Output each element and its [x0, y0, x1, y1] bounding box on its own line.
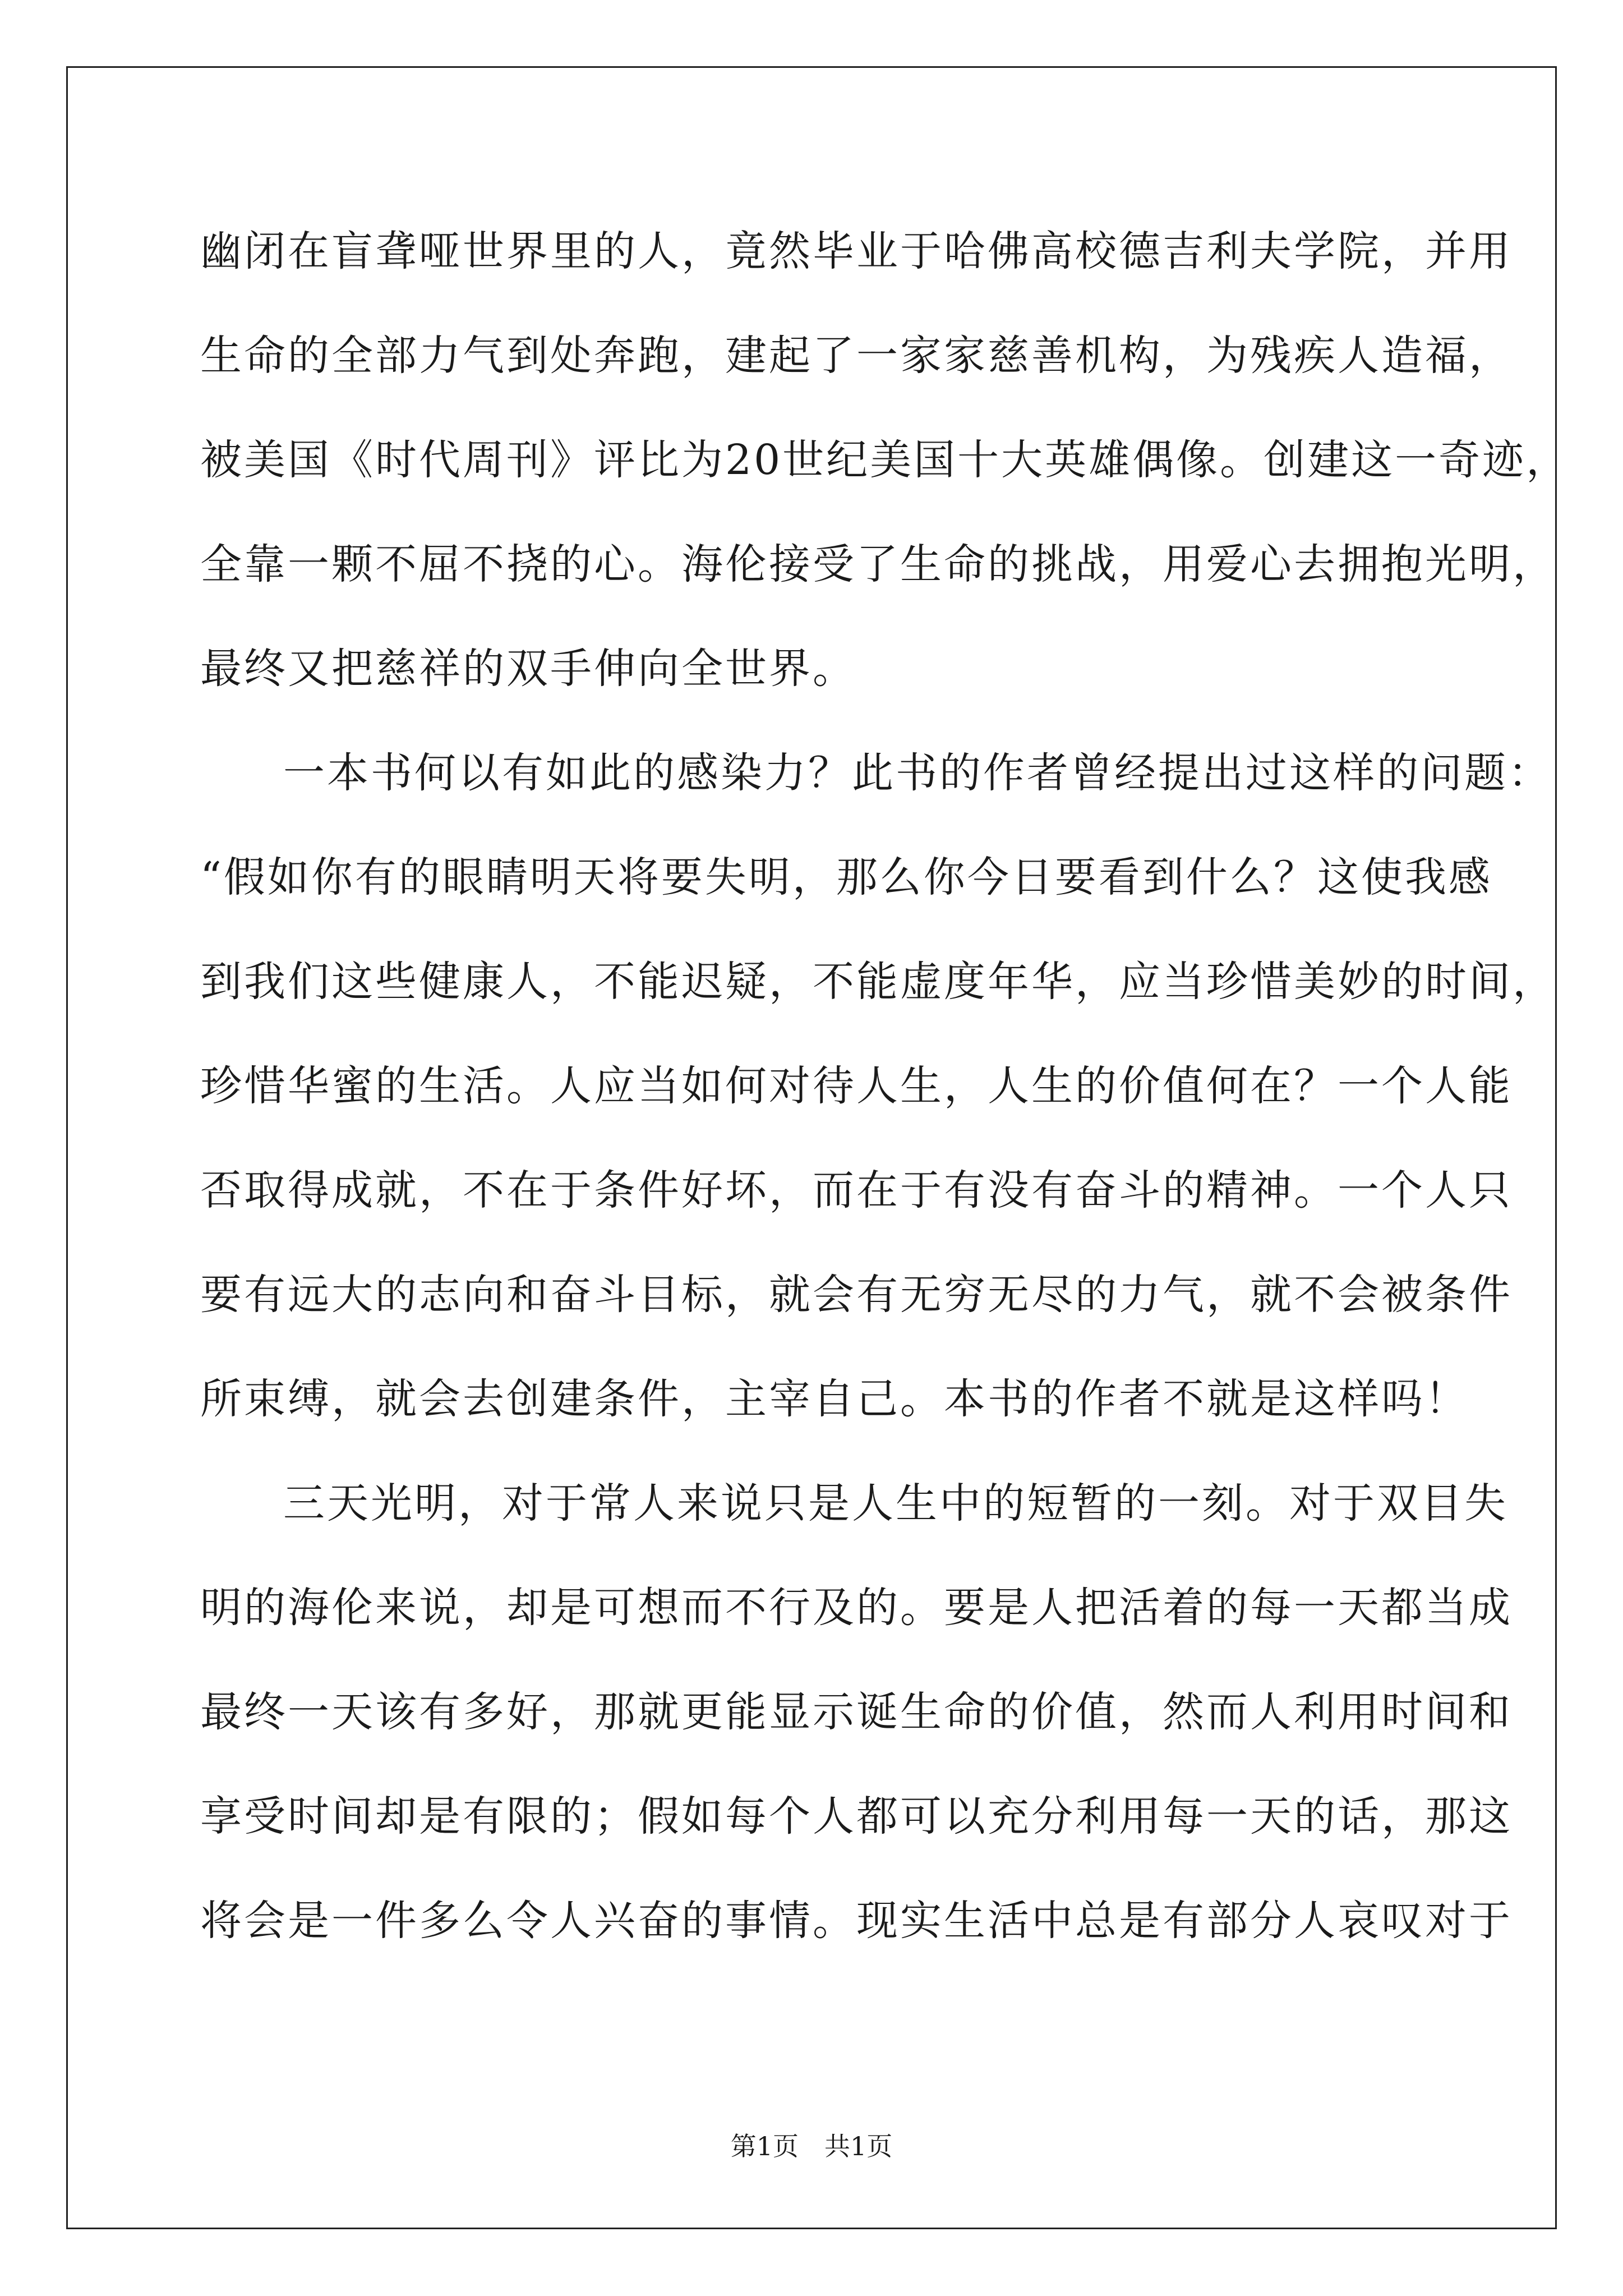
text-line-2: 生命的全部力气到处奔跑，建起了一家家慈善机构，为残疾人造福， — [200, 332, 1513, 380]
text-line-10: 否取得成就，不在于条件好坏，而在于有没有奋斗的精神。一个人只 — [200, 1166, 1513, 1214]
text-line-9: 珍惜华蜜的生活。人应当如何对待人生，人生的价值何在？一个人能 — [200, 1062, 1513, 1110]
text-line-17: 将会是一件多么令人兴奋的事情。现实生活中总是有部分人哀叹对于 — [200, 1897, 1513, 1945]
text-line-16: 享受时间却是有限的；假如每个人都可以充分利用每一天的话，那这 — [200, 1792, 1513, 1841]
text-line-1: 幽闭在盲聋哑世界里的人，竟然毕业于哈佛高校德吉利夫学院，并用 — [200, 227, 1513, 275]
page-footer: 第1页 共1页 — [730, 2131, 893, 2161]
text-line-4: 全靠一颗不屈不挠的心。海伦接受了生命的挑战，用爱心去拥抱光明， — [200, 540, 1556, 588]
text-line-11: 要有远大的志向和奋斗目标，就会有无穷无尽的力气，就不会被条件 — [200, 1271, 1513, 1319]
text-line-6: 一本书何以有如此的感染力？此书的作者曾经提出过这样的问题： — [283, 749, 1552, 797]
text-line-14: 明的海伦来说，却是可想而不行及的。要是人把活着的每一天都当成 — [200, 1584, 1513, 1632]
text-line-8: 到我们这些健康人，不能迟疑，不能虚度年华，应当珍惜美妙的时间， — [200, 958, 1556, 1006]
text-line-12: 所束缚，就会去创建条件，主宰自己。本书的作者不就是这样吗！ — [200, 1375, 1469, 1423]
text-line-13: 三天光明，对于常人来说只是人生中的短暂的一刻。对于双目失 — [283, 1479, 1508, 1527]
text-line-7: “假如你有的眼睛明天将要失明，那么你今日要看到什么？这使我感 — [200, 853, 1492, 901]
text-line-3: 被美国《时代周刊》评比为20世纪美国十大英雄偶像。创建这一奇迹， — [200, 436, 1570, 484]
text-line-5: 最终又把慈祥的双手伸向全世界。 — [200, 645, 856, 693]
text-line-15: 最终一天该有多好，那就更能显示诞生命的价值，然而人利用时间和 — [200, 1688, 1513, 1736]
